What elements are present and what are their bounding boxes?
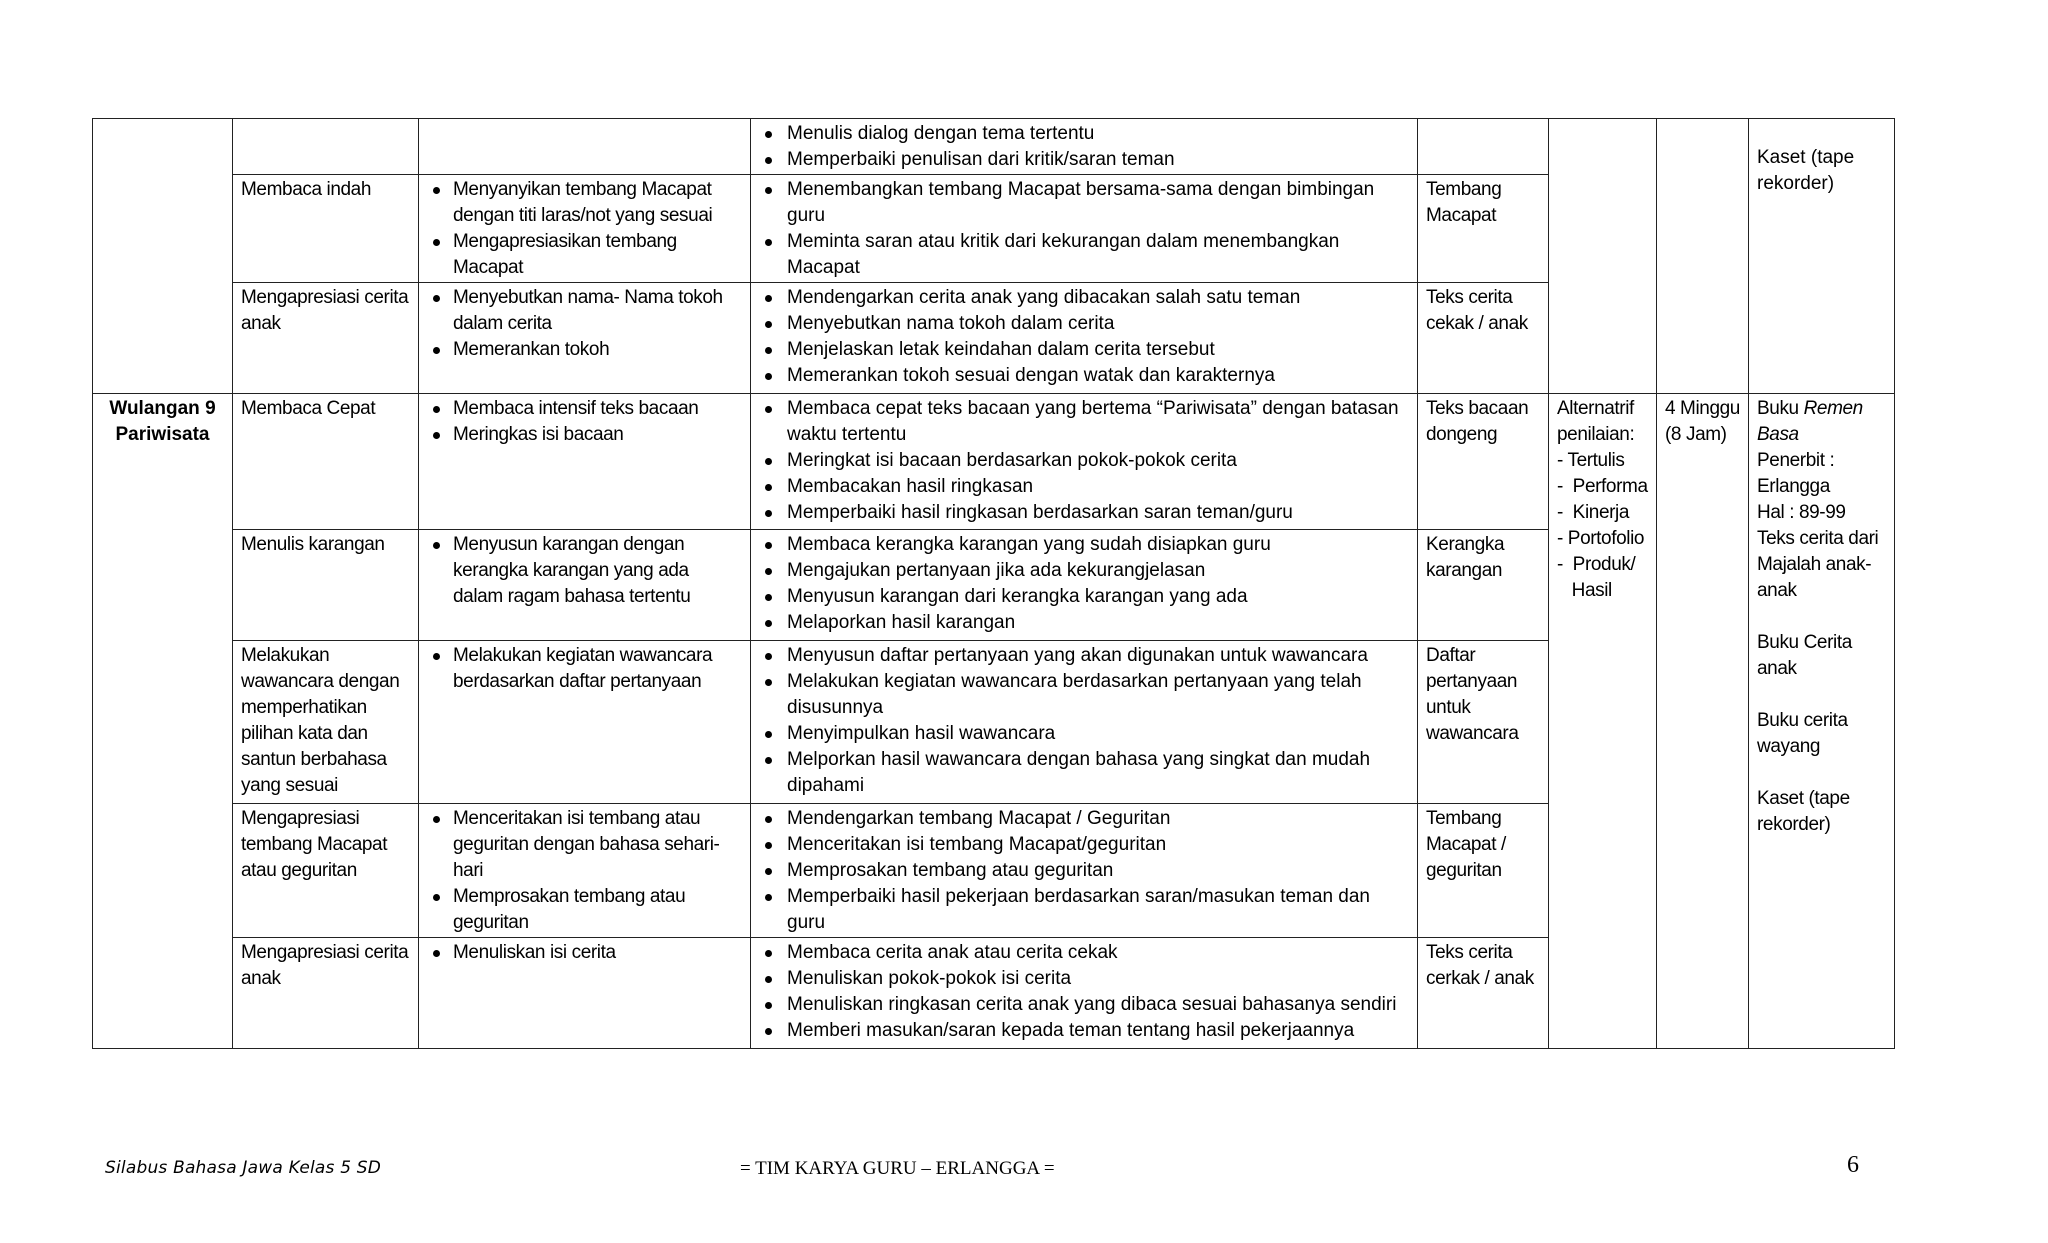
list-item: Melakukan kegiatan wawancara berdasarkan daftar pertanyaan: [427, 643, 742, 695]
list-item: Menjelaskan letak keindahan dalam cerita tersebut: [759, 337, 1409, 363]
material-cell: [1418, 119, 1549, 175]
list-item: Menuliskan pokok-pokok isi cerita: [759, 966, 1409, 992]
activity-cell: [751, 283, 1418, 394]
list-item: Melporkan hasil wawancara dengan bahasa yang singkat dan mudah dipahami: [759, 747, 1409, 799]
assessment-cell-empty: [1549, 119, 1657, 394]
indicator-cell: [419, 119, 751, 175]
assessment-cell: [1549, 394, 1657, 1049]
footer-author: = TIM KARYA GURU – ERLANGGA =: [740, 1158, 1055, 1179]
skill-cell: Mengapresiasi cerita anak: [233, 283, 419, 394]
source-book-title-2: Basa: [1757, 424, 1799, 445]
list-item: Membaca cerita anak atau cerita cekak: [759, 940, 1409, 966]
syllabus-table: [92, 118, 1895, 1049]
list-item: Menyusun daftar pertanyaan yang akan digunakan untuk wawancara: [759, 643, 1409, 669]
source-story: Buku Cerita: [1757, 632, 1852, 653]
skill-cell: Melakukan wawancara dengan memperhatikan pilihan kata dan santun berbahasa yang sesuai: [233, 641, 419, 804]
source-wayang: wayang: [1757, 736, 1821, 757]
list-item: Memperbaiki penulisan dari kritik/saran teman: [759, 147, 1409, 173]
unit-title: Pariwisata: [115, 424, 210, 445]
indicator-cell: [419, 641, 751, 804]
time-cell-empty: [1657, 119, 1749, 394]
footer-document-title: Silabus Bahasa Jawa Kelas 5 SD: [105, 1158, 382, 1178]
list-item: Mengapresiasikan tembang Macapat: [427, 229, 742, 281]
list-item: Melakukan kegiatan wawancara berdasarkan pertanyaan yang telah disusunnya: [759, 669, 1409, 721]
list-item: Menceritakan isi tembang Macapat/geguritan: [759, 832, 1409, 858]
material-cell: Tembang Macapat: [1418, 175, 1549, 283]
material-cell: Teks cerita cekak / anak: [1418, 283, 1549, 394]
source-wayang: Buku cerita: [1757, 710, 1848, 731]
assessment-line: - Tertulis: [1557, 450, 1625, 471]
skill-cell: Mengapresiasi cerita anak: [233, 938, 419, 1049]
activity-cell: [751, 394, 1418, 530]
list-item: Menceritakan isi tembang atau geguritan dengan bahasa sehari- hari: [427, 806, 742, 884]
sources-text: Kaset (tape rekorder): [1757, 147, 1855, 194]
list-item: Memprosakan tembang atau geguritan: [759, 858, 1409, 884]
list-item: Menyebutkan nama- Nama tokoh dalam cerita: [427, 285, 742, 337]
source-pages: Hal : 89-99: [1757, 502, 1846, 523]
time-cell: [1657, 394, 1749, 1049]
skill-cell: Menulis karangan: [233, 530, 419, 641]
unit-cell-empty: [93, 119, 233, 394]
sources-cell: [1749, 394, 1895, 1049]
list-item: Menyanyikan tembang Macapat dengan titi laras/not yang sesuai: [427, 177, 742, 229]
assessment-line: - Produk/: [1557, 554, 1636, 575]
activity-cell: [751, 175, 1418, 283]
list-item: Menuliskan ringkasan cerita anak yang dibaca sesuai bahasanya sendiri: [759, 992, 1409, 1018]
indicator-cell: [419, 283, 751, 394]
sources-cell: [1749, 119, 1895, 394]
assessment-line: - Portofolio: [1557, 528, 1645, 549]
assessment-line: Alternatrif: [1557, 398, 1634, 419]
material-cell: Teks bacaan dongeng: [1418, 394, 1549, 530]
material-cell: Kerangka karangan: [1418, 530, 1549, 641]
list-item: Menyebutkan nama tokoh dalam cerita: [759, 311, 1409, 337]
list-item: Membaca intensif teks bacaan: [427, 396, 742, 422]
activity-cell: [751, 530, 1418, 641]
unit-cell: [93, 394, 233, 1049]
indicator-cell: [419, 938, 751, 1049]
source-tape: rekorder): [1757, 814, 1831, 835]
source-tape: Kaset (tape: [1757, 788, 1850, 809]
assessment-line: - Performa: [1557, 476, 1648, 497]
time-hours: (8 Jam): [1665, 424, 1727, 445]
time-weeks: 4 Minggu: [1665, 398, 1740, 419]
list-item: Melaporkan hasil karangan: [759, 610, 1409, 636]
list-item: Mendengarkan cerita anak yang dibacakan salah satu teman: [759, 285, 1409, 311]
list-item: Menyusun karangan dari kerangka karangan yang ada: [759, 584, 1409, 610]
assessment-line: - Kinerja: [1557, 502, 1630, 523]
source-book-title: Remen: [1803, 398, 1863, 419]
list-item: Menyusun karangan dengan kerangka karangan yang ada dalam ragam bahasa tertentu: [427, 532, 742, 610]
source-story: anak: [1757, 658, 1797, 679]
list-item: Memprosakan tembang atau geguritan: [427, 884, 742, 936]
activity-cell: [751, 641, 1418, 804]
skill-cell: Membaca indah: [233, 175, 419, 283]
list-item: Mendengarkan tembang Macapat / Geguritan: [759, 806, 1409, 832]
list-item: Memperbaiki hasil ringkasan berdasarkan saran teman/guru: [759, 500, 1409, 526]
list-item: Membaca cepat teks bacaan yang bertema “Pariwisata” dengan batasan waktu tertentu: [759, 396, 1409, 448]
list-item: Meringkas isi bacaan: [427, 422, 742, 448]
indicator-cell: [419, 175, 751, 283]
list-item: Membacakan hasil ringkasan: [759, 474, 1409, 500]
source-text: anak: [1757, 580, 1797, 601]
list-item: Menuliskan isi cerita: [427, 940, 742, 966]
list-item: Mengajukan pertanyaan jika ada kekurangjelasan: [759, 558, 1409, 584]
activity-cell: [751, 804, 1418, 938]
table-row: [93, 119, 1895, 175]
activity-cell: [751, 938, 1418, 1049]
list-item: Memberi masukan/saran kepada teman tentang hasil pekerjaannya: [759, 1018, 1409, 1044]
source-text: Teks cerita dari: [1757, 528, 1879, 549]
source-publisher: Erlangga: [1757, 476, 1830, 497]
source-book: [1757, 396, 1886, 422]
list-item: Membaca kerangka karangan yang sudah disiapkan guru: [759, 532, 1409, 558]
activity-cell: [751, 119, 1418, 175]
table-row: [93, 394, 1895, 530]
list-item: Memerankan tokoh sesuai dengan watak dan karakternya: [759, 363, 1409, 389]
material-cell: Daftar pertanyaan untuk wawancara: [1418, 641, 1549, 804]
page-number: 6: [1847, 1152, 1859, 1178]
unit-number: Wulangan 9: [109, 398, 216, 419]
indicator-cell: [419, 804, 751, 938]
source-text: Majalah anak-: [1757, 554, 1872, 575]
assessment-line: Hasil: [1557, 580, 1612, 601]
material-cell: Tembang Macapat / geguritan: [1418, 804, 1549, 938]
list-item: Menulis dialog dengan tema tertentu: [759, 121, 1409, 147]
list-item: Memerankan tokoh: [427, 337, 742, 363]
source-publisher-label: Penerbit :: [1757, 450, 1835, 471]
list-item: Memperbaiki hasil pekerjaan berdasarkan saran/masukan teman dan guru: [759, 884, 1409, 936]
list-item: Meminta saran atau kritik dari kekurangan dalam menembangkan Macapat: [759, 229, 1409, 281]
assessment-line: penilaian:: [1557, 424, 1635, 445]
skill-cell: Membaca Cepat: [233, 394, 419, 530]
skill-cell: [233, 119, 419, 175]
list-item: Menyimpulkan hasil wawancara: [759, 721, 1409, 747]
skill-cell: Mengapresiasi tembang Macapat atau geguritan: [233, 804, 419, 938]
indicator-cell: [419, 530, 751, 641]
list-item: Meringkat isi bacaan berdasarkan pokok-pokok cerita: [759, 448, 1409, 474]
source-book-prefix: Buku: [1757, 398, 1804, 419]
indicator-cell: [419, 394, 751, 530]
list-item: Menembangkan tembang Macapat bersama-sama dengan bimbingan guru: [759, 177, 1409, 229]
material-cell: Teks cerita cerkak / anak: [1418, 938, 1549, 1049]
